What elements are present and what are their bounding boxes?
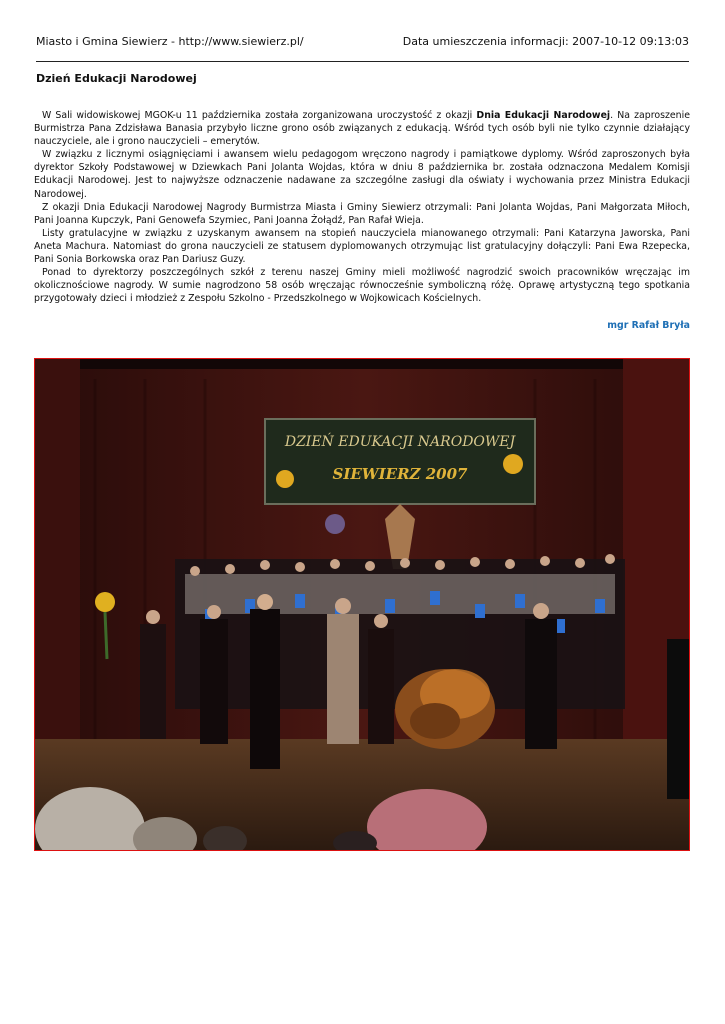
site-address: Miasto i Gmina Siewierz - http://www.siewierz.pl/: [36, 35, 304, 48]
left-curtain: [35, 359, 80, 759]
stage-banner: [265, 419, 535, 504]
sunflower-icon: [276, 470, 294, 488]
article-author: mgr Rafał Bryła: [607, 320, 690, 331]
event-photo: [34, 358, 690, 851]
paragraph-2: W związku z licznymi osiągnięciami i awansem wielu pedagogom wręczono nagrody i pamiątkowe dyplomy. Wśród zaproszonych była dyrektor Szkoły Podstawowej w Dziewkach Pani Jolanta Wojdas, która w dniu 8 października br. została odznaczona Medalem Komisji Edukacji Narodowej. Jest to najwyższe odznaczenie nadawane za szczególne zasługi dla oświaty i wychowania przez Ministra Edukacji Narodowej.: [34, 149, 690, 200]
paragraph-1-intro: W Sali widowiskowej MGOK-u 11 października została zorganizowana uroczystość z okazji: [42, 110, 477, 121]
paragraph-1-bold: Dnia Edukacji Narodowej: [476, 110, 611, 121]
paragraph-3: Z okazji Dnia Edukacji Narodowej Nagrody Burmistrza Miasta i Gminy Siewierz otrzymali: Pani Jolanta Wojdas, Pani Małgorzata Miłoch, Pani Joanna Kupczyk, Pani Genowefa Szymiec, Pani Joanna Żołądź, Pan Rafał Wieja.: [34, 201, 690, 226]
paragraph-1-rest: . Na zaproszenie Burmistrza Pana Zdzisława Banasia przybyło liczne grono osób związanych z edukacją. Wśród tych osób byli nie tylko czynnie działający nauczyciele, ale i grono nauczycieli – emerytów.: [34, 110, 690, 148]
publication-date: Data umieszczenia informacji: 2007-10-12 09:13:03: [402, 35, 689, 48]
page-header: [36, 35, 689, 62]
article-title: Dzień Edukacji Narodowej: [36, 72, 197, 85]
choir-group: [175, 554, 625, 709]
speaker-box: [667, 639, 689, 799]
paragraph-4: Listy gratulacyjne w związku z uzyskanym awansem na stopień nauczyciela mianowanego otrzymali: Pani Katarzyna Jaworska, Pani Aneta Machura. Natomiast do grona nauczycieli ze statusem dyplomowanych otrzymując list gratulacyjny dołączyli: Pani Ewa Rzepecka, Pani Sonia Borkowska oraz Pan Dariusz Guzy.: [34, 227, 690, 266]
banner-text-1: DZIEŃ EDUKACJI NARODOWEJ: [284, 434, 516, 450]
sunflower-icon: [503, 454, 523, 474]
event-photo-illustration: [35, 359, 689, 850]
article-body: [34, 109, 690, 305]
owl-decoration: [325, 514, 345, 534]
banner-text-2: SIEWIERZ 2007: [332, 465, 468, 483]
flower-arrangement: [395, 669, 495, 749]
paragraph-1: [34, 109, 690, 148]
sunflower-icon: [95, 592, 115, 612]
paragraph-5: Ponad to dyrektorzy poszczególnych szkół z terenu naszej Gminy mieli możliwość nagrodzić swoich pracowników wręczając im okolicznościowe nagrody. W sumie nagrodzono 58 osób wręczając równocześnie symboliczną różę. Oprawę artystyczną tego spotkania przygotowały dzieci i młodzież z Zespołu Szkolno - Przedszkolnego w Wojkowicach Kościelnych.: [34, 267, 690, 305]
